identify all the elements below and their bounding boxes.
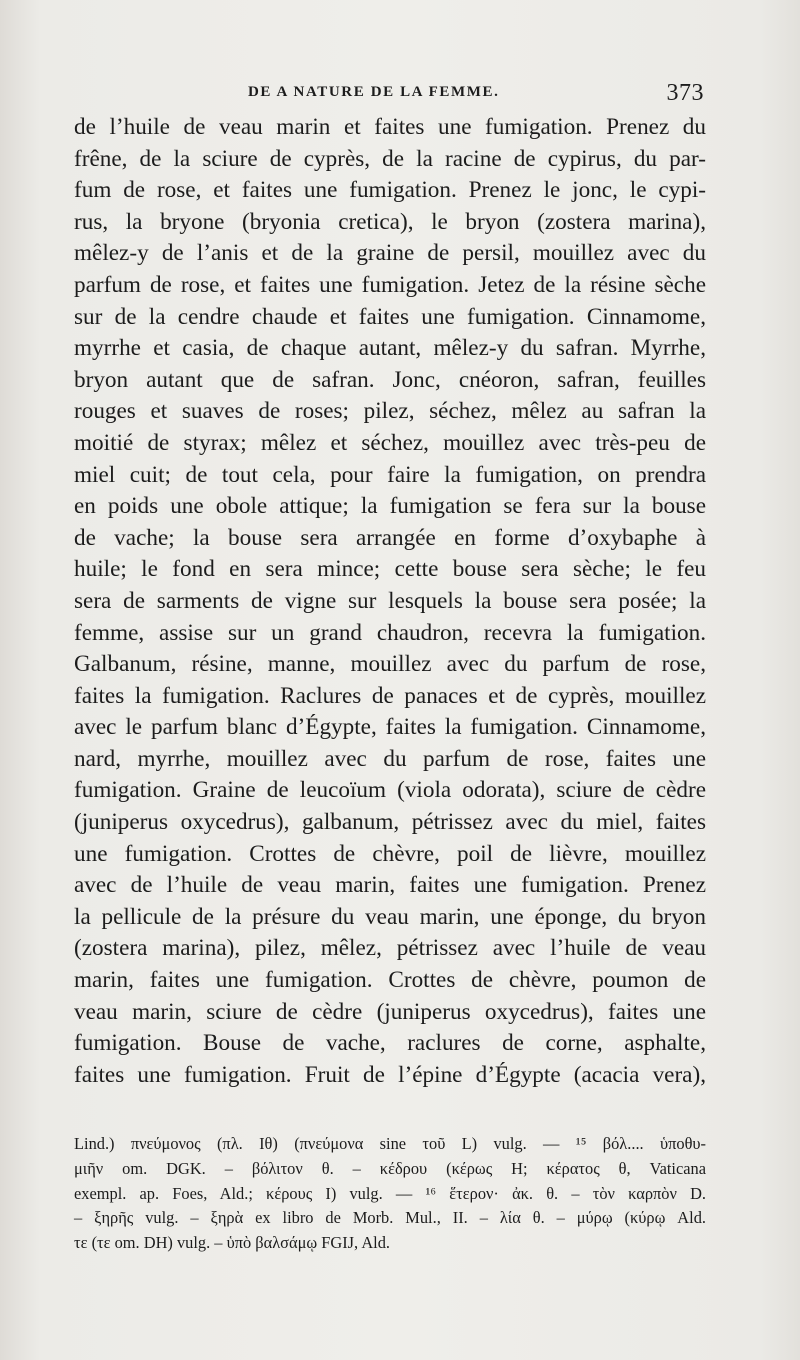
body-line: de vache; la bouse sera arrangée en forme d’oxybaphe à [74,524,706,551]
body-line: femme, assise sur un grand chaudron, recevra la fumigation. [74,619,706,646]
body-line: bryon autant que de safran. Jonc, cnéoron, safran, feuilles [74,366,706,393]
body-line: sera de sarments de vigne sur lesquels la bouse sera posée; la [74,587,706,614]
body-line: frêne, de la sciure de cyprès, de la racine de cypirus, du par- [74,145,706,172]
note-line: τε (τε om. DH) vulg. – ὑπὸ βαλσάμῳ FGIJ, Ald. [74,1233,391,1253]
body-line: rus, la bryone (bryonia cretica), le bryon (zostera marina), [74,208,706,235]
body-line: avec de l’huile de veau marin, faites une fumigation. Prenez [74,872,706,899]
note-line: – ξηρῆς vulg. – ξηρὰ ex libro de Morb. Mul., II. – λία θ. – μύρῳ (κύρῳ Ald. [74,1208,706,1228]
body-line: veau marin, sciure de cèdre (juniperus oxycedrus), faites une [74,998,706,1025]
critical-notes [74,1132,706,1256]
note-line: μιῆν om. DGK. – βόλιτον θ. – κέδρου (κέρως Η; κέρατος θ, Vaticana [74,1158,706,1178]
page-number: 373 [666,80,704,106]
body-line: marin, faites une fumigation. Crottes de chèvre, poumon de [74,967,706,994]
body-line: une fumigation. Crottes de chèvre, poil de lièvre, mouillez [74,840,706,867]
body-line: (juniperus oxycedrus), galbanum, pétrissez avec du miel, faites [74,809,706,836]
body-line: en poids une obole attique; la fumigation se fera sur la bouse [74,493,706,520]
body-line: avec le parfum blanc d’Égypte, faites la fumigation. Cinnamome, [74,714,706,741]
body-line: fumigation. Graine de leucoïum (viola odorata), sciure de cèdre [74,777,706,804]
body-line: miel cuit; de tout cela, pour faire la fumigation, on prendra [74,461,706,488]
body-line: faites la fumigation. Raclures de panaces et de cyprès, mouillez [74,682,706,709]
body-line: huile; le fond en sera mince; cette bouse sera sèche; le feu [74,556,706,583]
body-line: sur de la cendre chaude et faites une fumigation. Cinnamome, [74,303,706,330]
body-line: faites une fumigation. Fruit de l’épine d’Égypte (acacia vera), [74,1061,706,1088]
body-line: fumigation. Bouse de vache, raclures de corne, asphalte, [74,1030,706,1057]
body-line: (zostera marina), pilez, mêlez, pétrissez avec l’huile de veau [74,935,706,962]
body-line: myrrhe et casia, de chaque autant, mêlez-y du safran. Myrrhe, [74,335,706,362]
body-line: rouges et suaves de roses; pilez, séchez, mêlez au safran la [74,398,706,425]
body-line: la pellicule de la présure du veau marin, une éponge, du bryon [74,903,706,930]
body-line: Galbanum, résine, manne, mouillez avec du parfum de rose, [74,651,706,678]
body-text [74,112,706,1091]
body-line: de l’huile de veau marin et faites une fumigation. Prenez du [74,114,706,140]
note-line: exempl. ap. Foes, Ald.; κέρους Ι) vulg. — ¹⁶ ἕτερον· ἀκ. θ. – τὸν καρπὸν D. [74,1183,706,1203]
running-head: DE A NATURE DE LA FEMME. [248,84,500,100]
note-line: Lind.) πνεύμονος (πλ. Ιθ) (πνεύμονα sine τοῦ L) vulg. — ¹⁵ βόλ.... ὑποθυ- [74,1134,706,1153]
body-line: fum de rose, et faites une fumigation. Prenez le jonc, le cypi- [74,177,706,204]
body-line: nard, myrrhe, mouillez avec du parfum de rose, faites une [74,745,706,772]
body-line: moitié de styrax; mêlez et séchez, mouillez avec très-peu de [74,429,706,456]
body-line: parfum de rose, et faites une fumigation. Jetez de la résine sèche [74,271,706,298]
body-line: mêlez-y de l’anis et de la graine de persil, mouillez avec du [74,240,706,267]
